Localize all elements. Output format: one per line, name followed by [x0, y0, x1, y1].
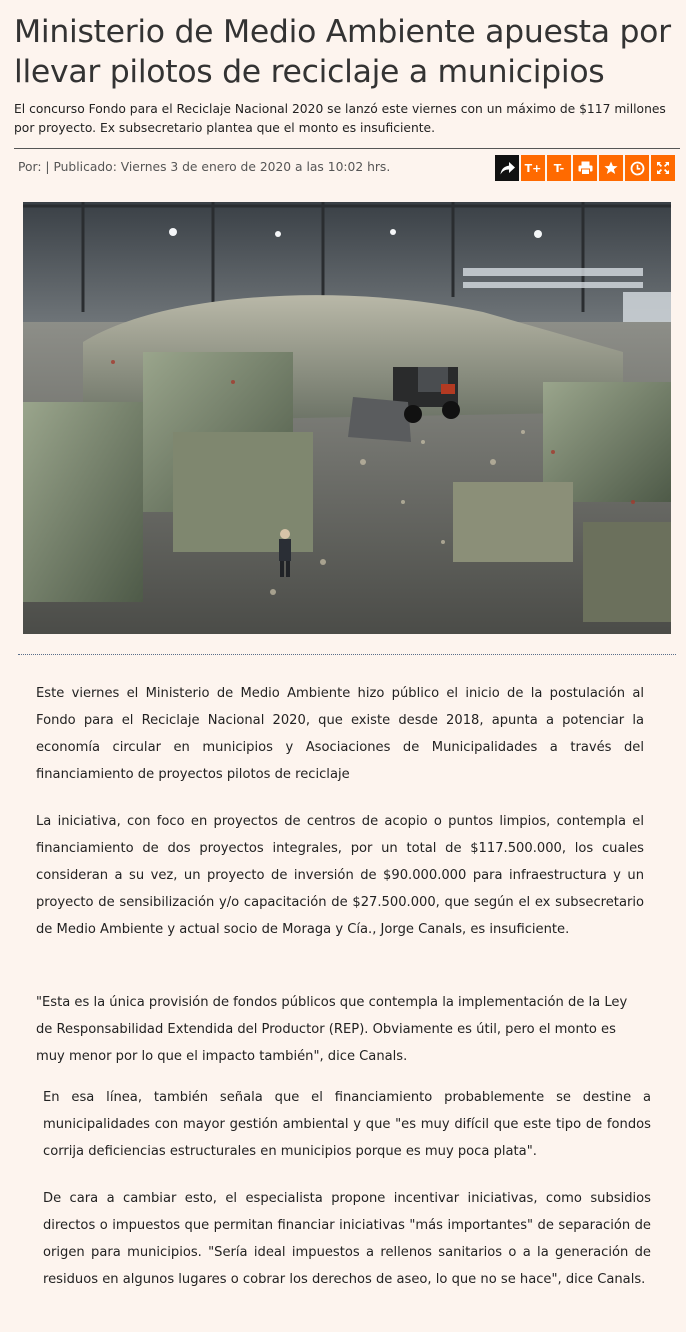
increase-font-button[interactable]: T+: [521, 155, 545, 181]
article-paragraph: La iniciativa, con foco en proyectos de centros de acopio o puntos limpios, contempla el financiamiento de dos proyectos integrales, por un total de $117.500.000, los cuales consideran a su vez, un proyecto de inversión de $90.000.000 para infraestructura y un proyecto de sensibilización y/o capacitación de $27.500.000, que según el ex subsecretario de Medio Ambiente y actual socio de Moraga y Cía., Jorge Canals, es insuficiente.: [36, 814, 644, 937]
article-photo-recycling-plant: [23, 202, 671, 634]
article-subtitle: El concurso Fondo para el Reciclaje Nacional 2020 se lanzó este viernes con un máximo de $117 millones por proyecto. Ex subsecretario plantea que el monto es insuficiente.: [14, 102, 666, 135]
article-byline: Por: | Publicado: Viernes 3 de enero de 2020 a las 10:02 hrs.: [18, 160, 391, 174]
share-button[interactable]: [495, 155, 519, 181]
star-icon: [604, 161, 618, 175]
printer-icon: [578, 161, 593, 175]
article-paragraph: De cara a cambiar esto, el especialista propone incentivar iniciativas, como subsidios directos o impuestos que permitan financiar iniciativas "más importantes" de separación de origen para municipios. "Sería ideal impuestos a rellenos sanitarios o a la generación de residuos en algunos lugares o cobrar los derechos de aseo, lo que no se hace", dice Canals.: [43, 1191, 651, 1287]
share-arrow-icon: [500, 162, 515, 175]
decrease-font-button[interactable]: T-: [547, 155, 571, 181]
clock-icon: [630, 161, 645, 176]
article-headline: Ministerio de Medio Ambiente apuesta por llevar pilotos de reciclaje a municipios: [14, 14, 671, 90]
fullscreen-button[interactable]: [651, 155, 675, 181]
article-paragraph: "Esta es la única provisión de fondos públicos que contempla la implementación de la Ley de Responsabilidad Extendida del Productor (REP). Obviamente es útil, pero el monto es muy menor por lo que el impacto también", dice Canals.: [36, 995, 628, 1064]
article-toolbar: [495, 155, 675, 181]
article-paragraph: Este viernes el Ministerio de Medio Ambiente hizo público el inicio de la postulación al Fondo para el Reciclaje Nacional 2020, que existe desde 2018, apunta a potenciar la economía circular en municipios y Asociaciones de Municipalidades a través del financiamiento de proyectos pilotos de reciclaje: [36, 686, 644, 782]
header-divider: [14, 148, 680, 149]
photo-divider: [18, 654, 676, 655]
expand-icon: [656, 161, 670, 175]
print-button[interactable]: [573, 155, 597, 181]
history-button[interactable]: [625, 155, 649, 181]
favorite-button[interactable]: [599, 155, 623, 181]
article-paragraph: En esa línea, también señala que el financiamiento probablemente se destine a municipalidades con mayor gestión ambiental y que "es muy difícil que este tipo de fondos corrija deficiencias estructurales en municipios porque es muy poca plata".: [43, 1090, 651, 1159]
